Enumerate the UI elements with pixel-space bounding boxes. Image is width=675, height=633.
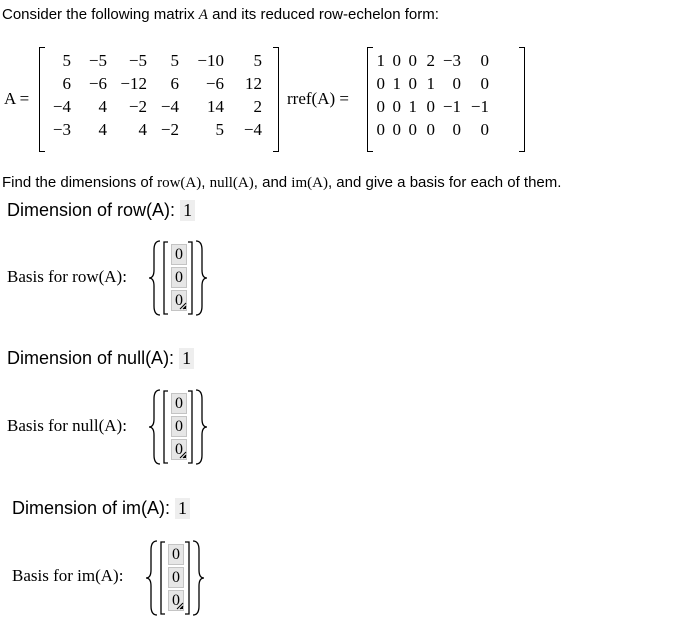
matrix-entry: 6 bbox=[170, 74, 179, 93]
matrix-entry: −12 bbox=[120, 74, 147, 93]
resize-handle-icon[interactable] bbox=[176, 602, 184, 610]
matrix-entry: 1 bbox=[426, 74, 435, 93]
matrix-entry: −2 bbox=[128, 97, 147, 116]
resize-handle-icon[interactable] bbox=[179, 302, 187, 310]
matrix-entry: 0 bbox=[426, 97, 435, 116]
matrix-entry: −5 bbox=[88, 51, 107, 70]
matrix-entry: −6 bbox=[88, 74, 107, 93]
matrix-entry: 0 bbox=[408, 74, 417, 93]
basis-vector-entry[interactable]: 0 bbox=[171, 267, 187, 288]
matrix-entry: 4 bbox=[98, 97, 107, 116]
instructions-text: , and give a basis for each of them. bbox=[327, 174, 562, 191]
matrix-entry: 0 bbox=[426, 120, 435, 139]
matrix-entry: −6 bbox=[205, 74, 224, 93]
right-bracket bbox=[273, 47, 279, 152]
im-basis-label: Basis for im(A): bbox=[12, 566, 124, 585]
row-dimension bbox=[7, 200, 195, 221]
matrix-entry: 4 bbox=[138, 120, 147, 139]
basis-vector-entry[interactable]: 0 bbox=[171, 439, 187, 460]
instructions-math-null: null(A) bbox=[209, 175, 254, 191]
left-bracket bbox=[367, 47, 373, 152]
matrix-entry: −2 bbox=[160, 120, 179, 139]
matrix-entry: 0 bbox=[408, 51, 417, 70]
basis-vector-entry[interactable]: 0 bbox=[171, 416, 187, 437]
matrix-entry: 0 bbox=[376, 74, 385, 93]
matrix-entry: 0 bbox=[392, 97, 401, 116]
matrix-entry: 0 bbox=[392, 120, 401, 139]
right-bracket bbox=[519, 47, 525, 152]
instructions bbox=[2, 174, 561, 192]
basis-vector-entry[interactable]: 0 bbox=[171, 290, 187, 311]
matrix-entry: −1 bbox=[442, 97, 461, 116]
im-basis-set bbox=[145, 538, 205, 618]
matrix-entry: 0 bbox=[408, 120, 417, 139]
instructions-math-im: im(A) bbox=[291, 175, 328, 191]
instructions-text: , bbox=[201, 174, 210, 191]
matrix-entry: 2 bbox=[253, 97, 262, 116]
matrix-entry: 5 bbox=[170, 51, 179, 70]
problem-statement bbox=[2, 6, 439, 24]
matrix-entry: 0 bbox=[392, 51, 401, 70]
null-basis-label: Basis for null(A): bbox=[7, 416, 127, 435]
row-basis-label: Basis for row(A): bbox=[7, 267, 127, 286]
matrix-a-entries bbox=[47, 49, 271, 141]
basis-vector-entry[interactable]: 0 bbox=[168, 567, 184, 588]
matrix-entry: 4 bbox=[98, 120, 107, 139]
matrix-entry: 1 bbox=[392, 74, 401, 93]
instructions-text: , and bbox=[253, 174, 292, 191]
left-bracket bbox=[39, 47, 45, 152]
instructions-math-row: row(A) bbox=[157, 175, 202, 191]
resize-handle-icon[interactable] bbox=[179, 451, 187, 459]
matrix-entry: −3 bbox=[52, 120, 71, 139]
im-dimension-label: Dimension of im(A): bbox=[12, 498, 176, 518]
row-dimension-label: Dimension of row(A): bbox=[7, 200, 181, 220]
null-dimension-label: Dimension of null(A): bbox=[7, 348, 180, 368]
matrix-entry: −4 bbox=[160, 97, 179, 116]
im-dimension bbox=[12, 498, 190, 519]
matrix-entry: −10 bbox=[197, 51, 224, 70]
im-dimension-input[interactable]: 1 bbox=[175, 498, 190, 519]
intro-variable: A bbox=[198, 7, 208, 23]
matrix-entry: 5 bbox=[62, 51, 71, 70]
matrix-entry: 6 bbox=[62, 74, 71, 93]
matrix-entry: 1 bbox=[408, 97, 417, 116]
matrix-entry: 14 bbox=[207, 97, 224, 116]
matrix-entry: 0 bbox=[376, 120, 385, 139]
matrix-entry: −4 bbox=[52, 97, 71, 116]
matrix-rref-entries bbox=[375, 49, 517, 141]
matrix-entry: 5 bbox=[215, 120, 224, 139]
matrix-entry: −1 bbox=[470, 97, 489, 116]
matrix-entry: 0 bbox=[452, 120, 461, 139]
basis-vector-entry[interactable]: 0 bbox=[168, 590, 184, 611]
matrix-entry: −5 bbox=[128, 51, 147, 70]
matrix-a-label: A = bbox=[4, 89, 30, 108]
matrix-entry: 0 bbox=[452, 74, 461, 93]
matrix-entry: 1 bbox=[376, 51, 385, 70]
basis-vector-entry[interactable]: 0 bbox=[171, 244, 187, 265]
null-dimension-input[interactable]: 1 bbox=[179, 348, 194, 369]
matrix-entry: −4 bbox=[243, 120, 262, 139]
basis-vector-entry[interactable]: 0 bbox=[168, 544, 184, 565]
matrix-entry: 12 bbox=[245, 74, 262, 93]
matrix-entry: 5 bbox=[253, 51, 262, 70]
matrix-entry: 0 bbox=[480, 51, 489, 70]
row-basis-set bbox=[148, 238, 208, 318]
matrix-entry: 0 bbox=[376, 97, 385, 116]
matrix-rref-label: rref(A) = bbox=[287, 89, 349, 108]
matrix-entry: −3 bbox=[442, 51, 461, 70]
matrix-entry: 2 bbox=[426, 51, 435, 70]
row-dimension-input[interactable]: 1 bbox=[180, 200, 195, 221]
null-basis-set bbox=[148, 387, 208, 467]
intro-text-end: and its reduced row-echelon form: bbox=[207, 6, 439, 23]
intro-text: Consider the following matrix bbox=[2, 6, 199, 23]
null-dimension bbox=[7, 348, 194, 369]
matrix-entry: 0 bbox=[480, 120, 489, 139]
instructions-text: Find the dimensions of bbox=[2, 174, 158, 191]
basis-vector-entry[interactable]: 0 bbox=[171, 393, 187, 414]
matrix-entry: 0 bbox=[480, 74, 489, 93]
matrix-a bbox=[39, 47, 279, 152]
matrix-rref bbox=[367, 47, 525, 152]
